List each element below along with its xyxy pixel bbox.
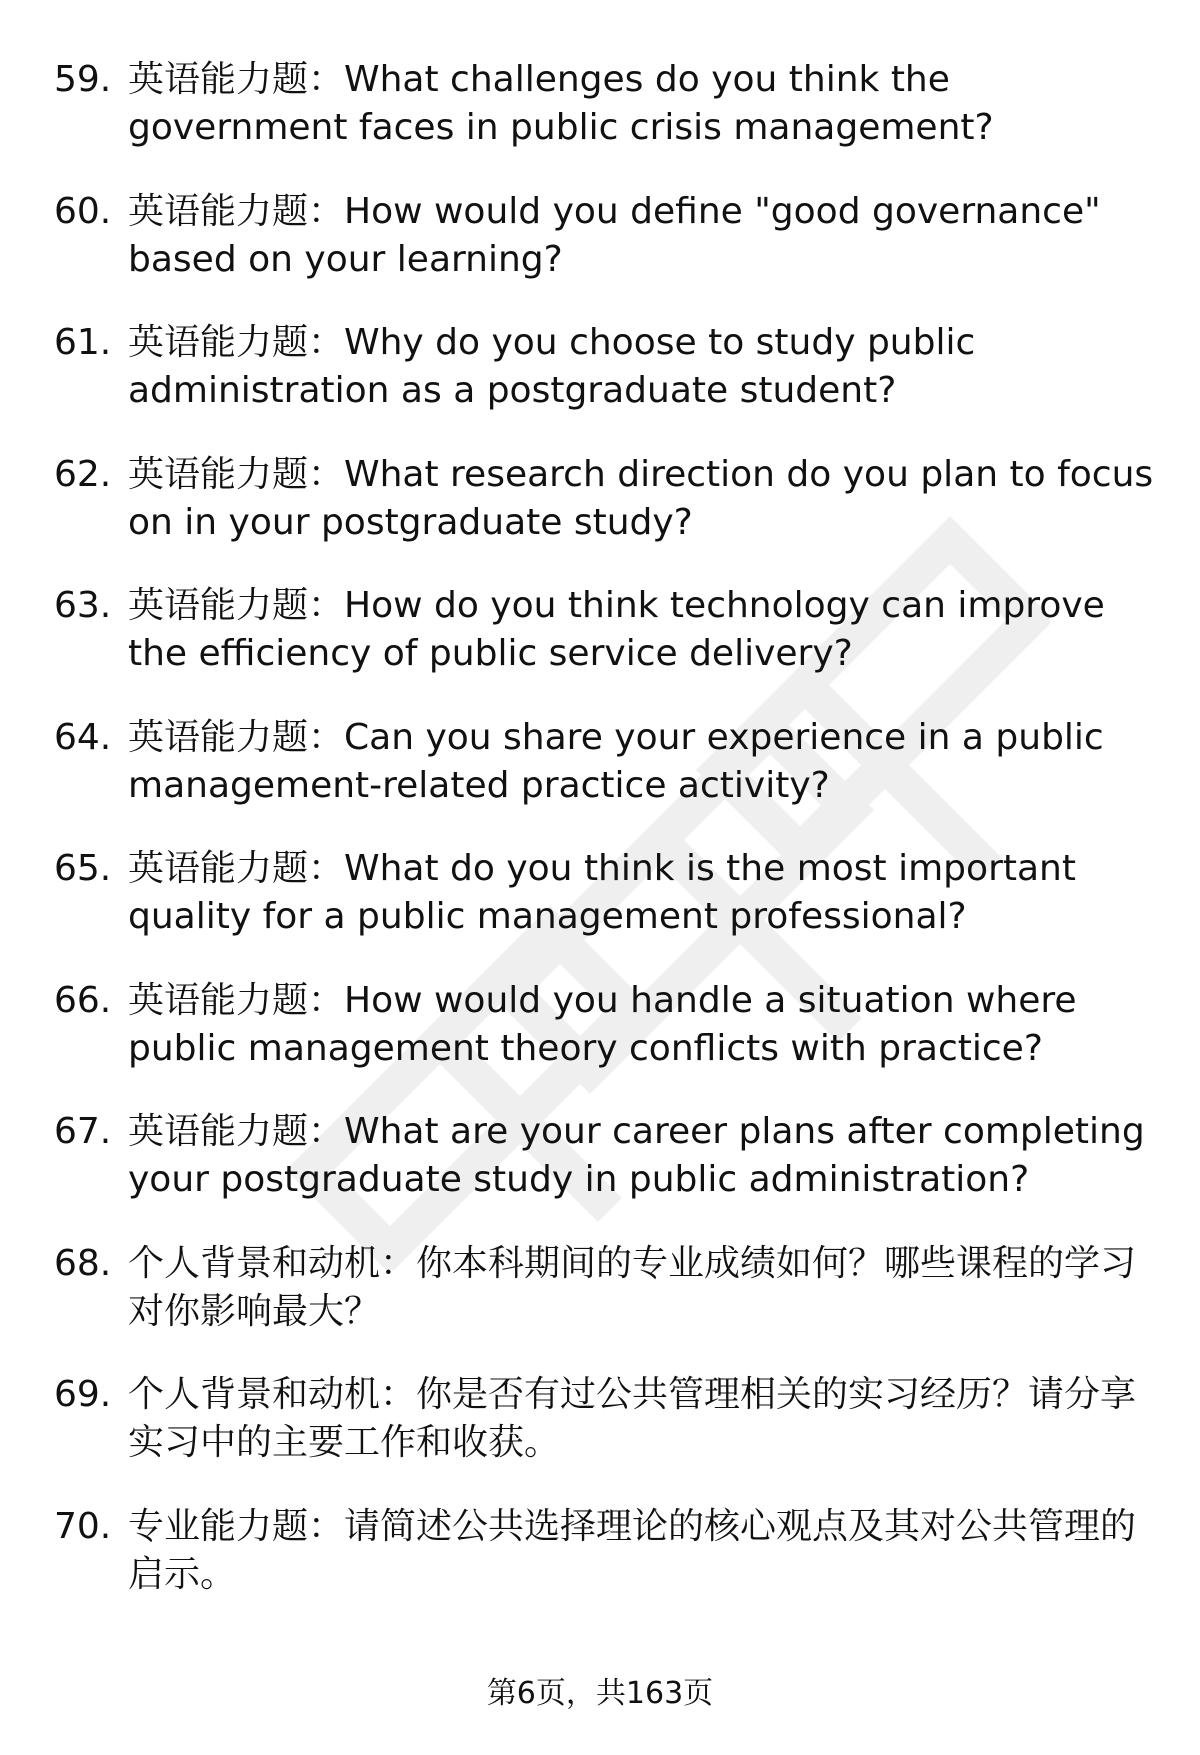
question-item-59 [0,56,1200,188]
question-item-61 [0,319,1200,451]
question-item-64 [0,714,1200,846]
question-number: 63. [54,585,112,626]
question-text: 专业能力题：请简述公共选择理论的核心观点及其对公共管理的启示。 [128,1505,1137,1595]
question-item-65 [0,845,1200,977]
question-text: 英语能力题：Can you share your experience in a public management-related practice activity? [128,716,1104,806]
question-text: 个人背景和动机：你本科期间的专业成绩如何？哪些课程的学习对你影响最大？ [128,1242,1137,1332]
question-number: 59. [54,59,112,100]
question-text: 英语能力题：How do you think technology can improve the efficiency of public service delivery? [128,585,1105,674]
question-item-68 [0,1240,1200,1372]
question-text: 英语能力题：Why do you choose to study public administration as a postgraduate student? [128,322,976,411]
question-text: 英语能力题：What are your career plans after completing your postgraduate study in public administration? [128,1111,1145,1200]
question-item-70 [0,1503,1200,1635]
question-list [0,56,1200,1634]
question-text: 英语能力题：How would you handle a situation where public management theory conflicts with practice? [128,979,1077,1069]
question-number: 66. [54,979,112,1021]
question-text: 英语能力题：What do you think is the most important quality for a public management professional? [128,848,1076,937]
question-text: 英语能力题：How would you define "good governance" based on your learning? [128,190,1101,280]
question-item-69 [0,1371,1200,1503]
question-item-66 [0,977,1200,1109]
question-text: 英语能力题：What challenges do you think the government faces in public crisis management? [128,59,994,148]
question-item-63 [0,582,1200,714]
question-text: 英语能力题：What research direction do you plan to focus on in your postgraduate study? [128,453,1154,543]
question-item-60 [0,188,1200,320]
question-number: 64. [54,716,112,758]
question-number: 68. [54,1242,112,1284]
question-number: 70. [54,1505,112,1547]
question-number: 67. [54,1111,112,1152]
question-number: 60. [54,190,112,232]
question-number: 65. [54,848,112,889]
question-number: 62. [54,453,112,495]
question-item-62 [0,451,1200,583]
question-item-67 [0,1108,1200,1240]
question-number: 69. [54,1374,112,1415]
question-number: 61. [54,322,112,363]
page-number-footer: 第6页，共163页 [486,1676,714,1711]
question-text: 个人背景和动机：你是否有过公共管理相关的实习经历？请分享实习中的主要工作和收获。 [128,1374,1137,1463]
